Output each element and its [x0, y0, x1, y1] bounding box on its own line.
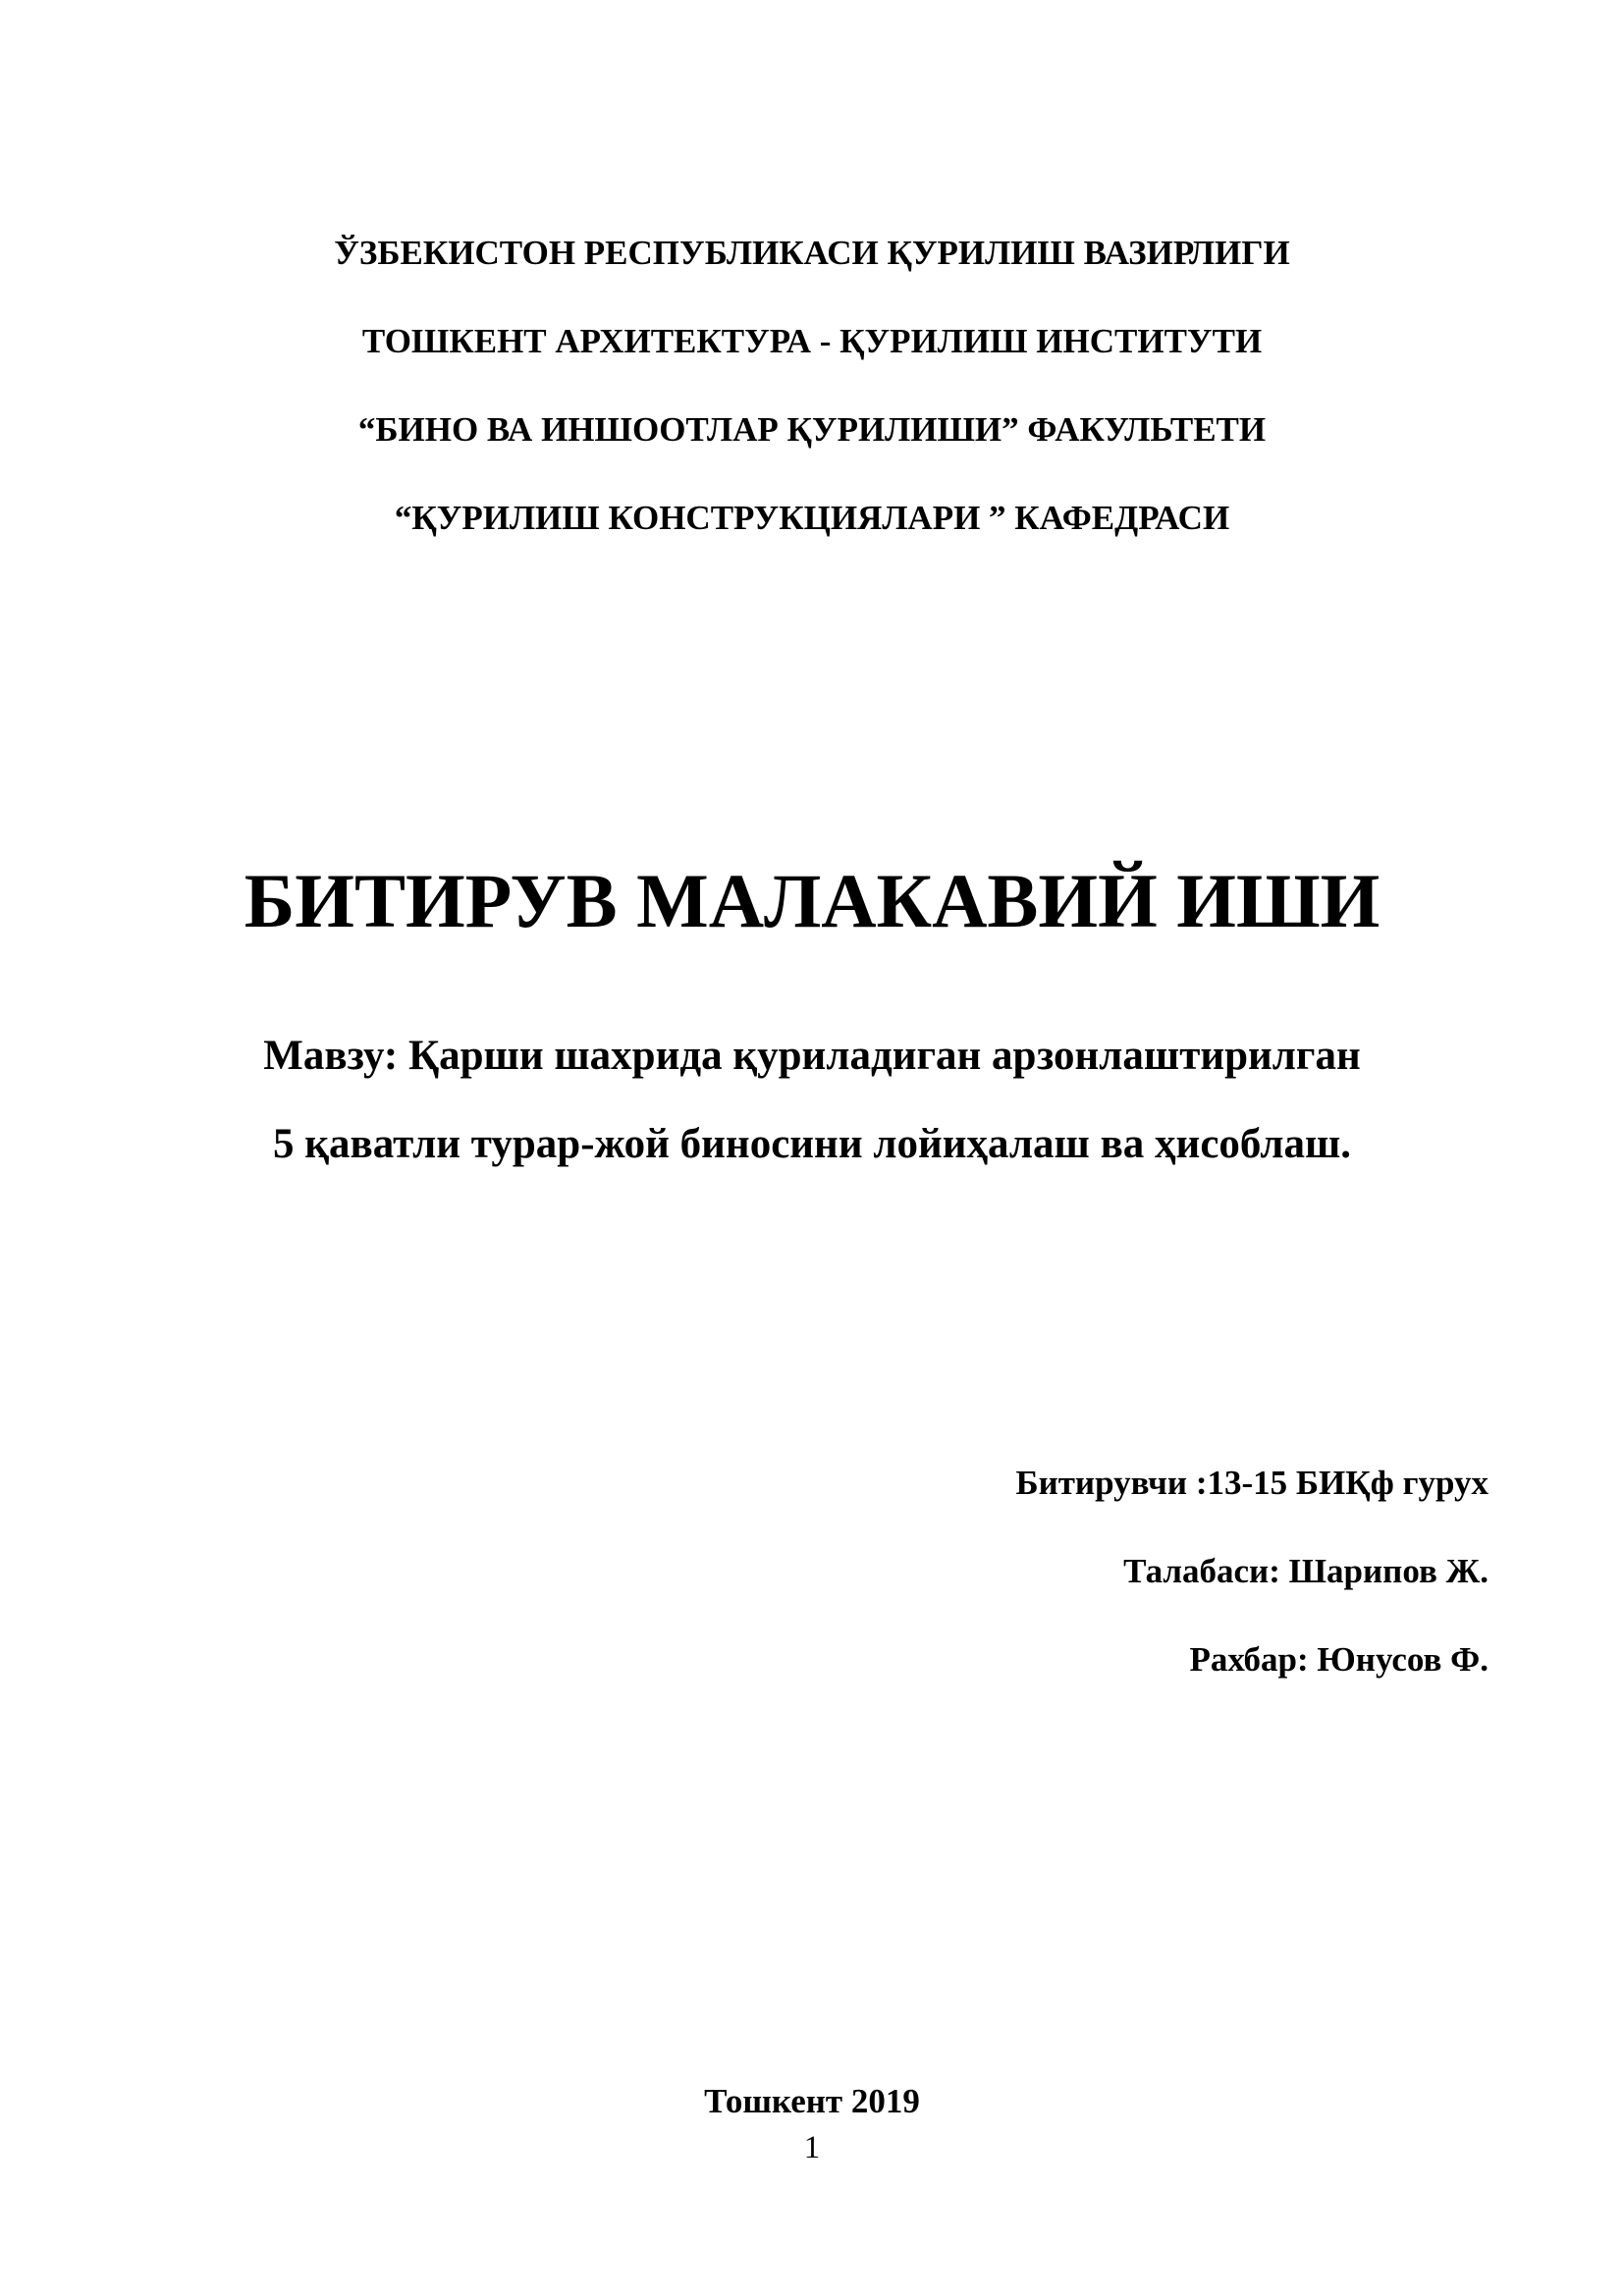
graduate-info: Битирувчи :13-15 БИҚф гурух — [1015, 1464, 1489, 1502]
department-heading: “ҚУРИЛИШ КОНСТРУКЦИЯЛАРИ ” КАФЕДРАСИ — [394, 499, 1230, 537]
ministry-heading: ЎЗБЕКИСТОН РЕСПУБЛИКАСИ ҚУРИЛИШ ВАЗИРЛИГИ — [334, 234, 1290, 272]
faculty-heading: “БИНО ВА ИНШООТЛАР ҚУРИЛИШИ” ФАКУЛЬТЕТИ — [357, 410, 1267, 449]
student-info: Талабаси: Шарипов Ж. — [1123, 1552, 1489, 1590]
topic-line-2: 5 қаватли турар-жой биносини лойиҳалаш ва ҳисоблаш. — [272, 1121, 1352, 1167]
institute-heading: ТОШКЕНТ АРХИТЕКТУРА - ҚУРИЛИШ ИНСТИТУТИ — [361, 322, 1263, 360]
city-year: Тошкент 2019 — [704, 2082, 920, 2120]
document-title: БИТИРУВ МАЛАКАВИЙ ИШИ — [244, 858, 1380, 943]
page-number: 1 — [803, 2130, 821, 2165]
supervisor-info: Рахбар: Юнусов Ф. — [1189, 1640, 1489, 1679]
topic-line-1: Мавзу: Қарши шахрида қуриладиган арзонлаштирилган — [263, 1033, 1361, 1079]
